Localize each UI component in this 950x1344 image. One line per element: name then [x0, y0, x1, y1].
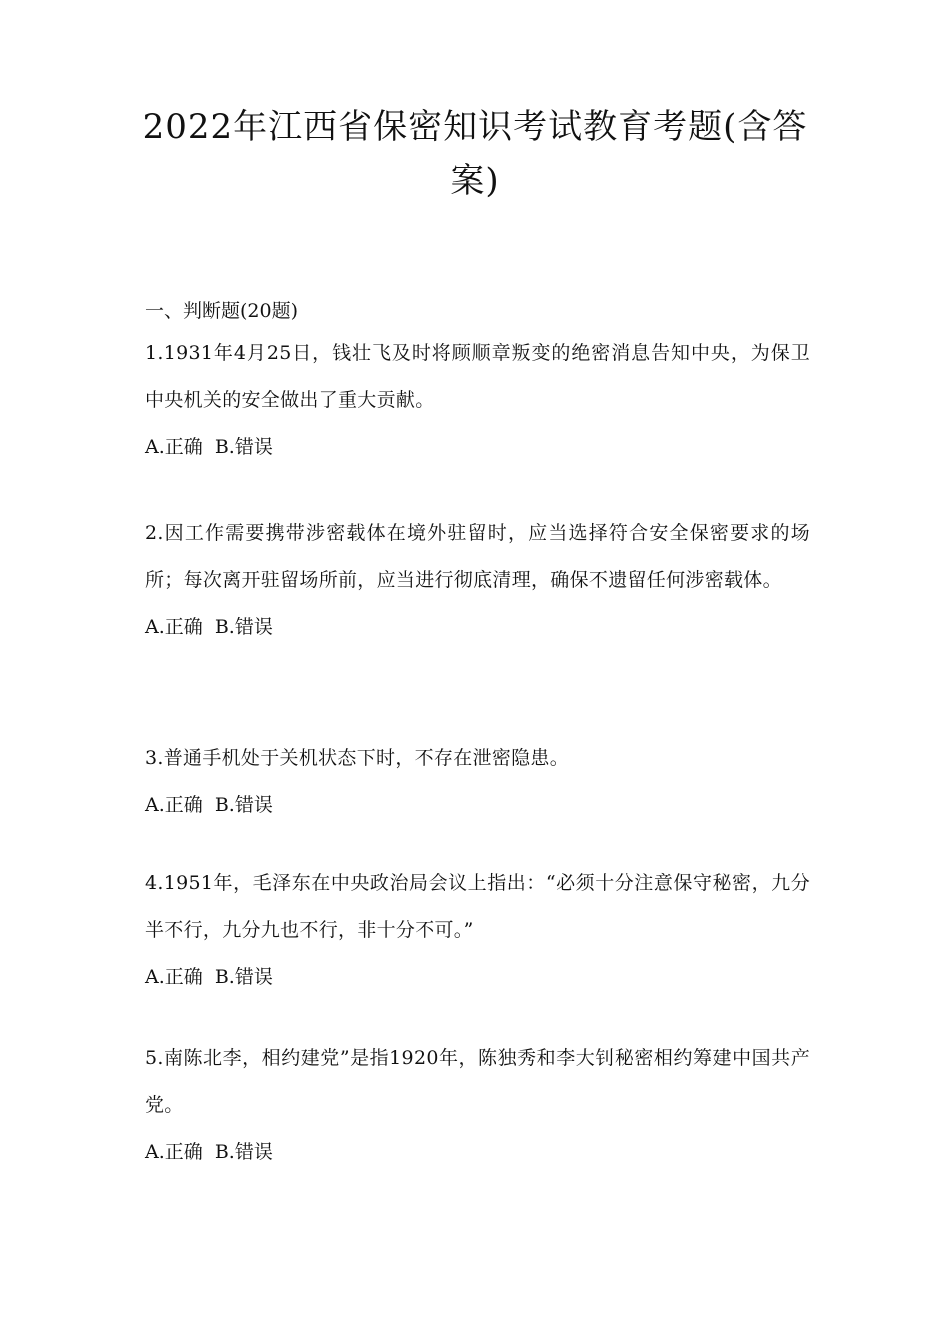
question-text: 1.1931年4月25日，钱壮飞及时将顾顺章叛变的绝密消息告知中央，为保卫中央机关的安全做出了重大贡献。 [145, 342, 810, 411]
option-a: A.正确 [145, 1141, 203, 1163]
question-text: 4.1951年，毛泽东在中央政治局会议上指出：“必须十分注意保守秘密，九分半不行，九分九也不行，非十分不可。” [145, 872, 810, 941]
option-a: A.正确 [145, 966, 203, 988]
question-text: 2.因工作需要携带涉密载体在境外驻留时，应当选择符合安全保密要求的场所；每次离开驻留场所前，应当进行彻底清理，确保不遗留任何涉密载体。 [145, 522, 810, 591]
option-b: B.错误 [214, 616, 273, 638]
question-options [145, 432, 810, 462]
question-options [145, 790, 810, 820]
page-title: 2022年江西省保密知识考试教育考题(含答案) [142, 107, 808, 201]
section-heading: 一、判断题(20题) [145, 300, 299, 322]
question-item [145, 510, 810, 642]
option-a: A.正确 [145, 616, 203, 638]
option-b: B.错误 [214, 794, 273, 816]
question-item [145, 735, 810, 820]
option-b: B.错误 [214, 1141, 273, 1163]
question-text: 3.普通手机处于关机状态下时，不存在泄密隐患。 [145, 747, 570, 769]
option-a: A.正确 [145, 794, 203, 816]
option-b: B.错误 [214, 436, 273, 458]
option-a: A.正确 [145, 436, 203, 458]
option-b: B.错误 [214, 966, 273, 988]
question-options [145, 1137, 810, 1167]
question-options [145, 612, 810, 642]
question-text: 5.南陈北李，相约建党”是指1920年，陈独秀和李大钊秘密相约筹建中国共产党。 [145, 1047, 810, 1116]
question-item [145, 330, 810, 462]
question-options [145, 962, 810, 992]
question-item [145, 1035, 810, 1167]
question-item [145, 860, 810, 992]
